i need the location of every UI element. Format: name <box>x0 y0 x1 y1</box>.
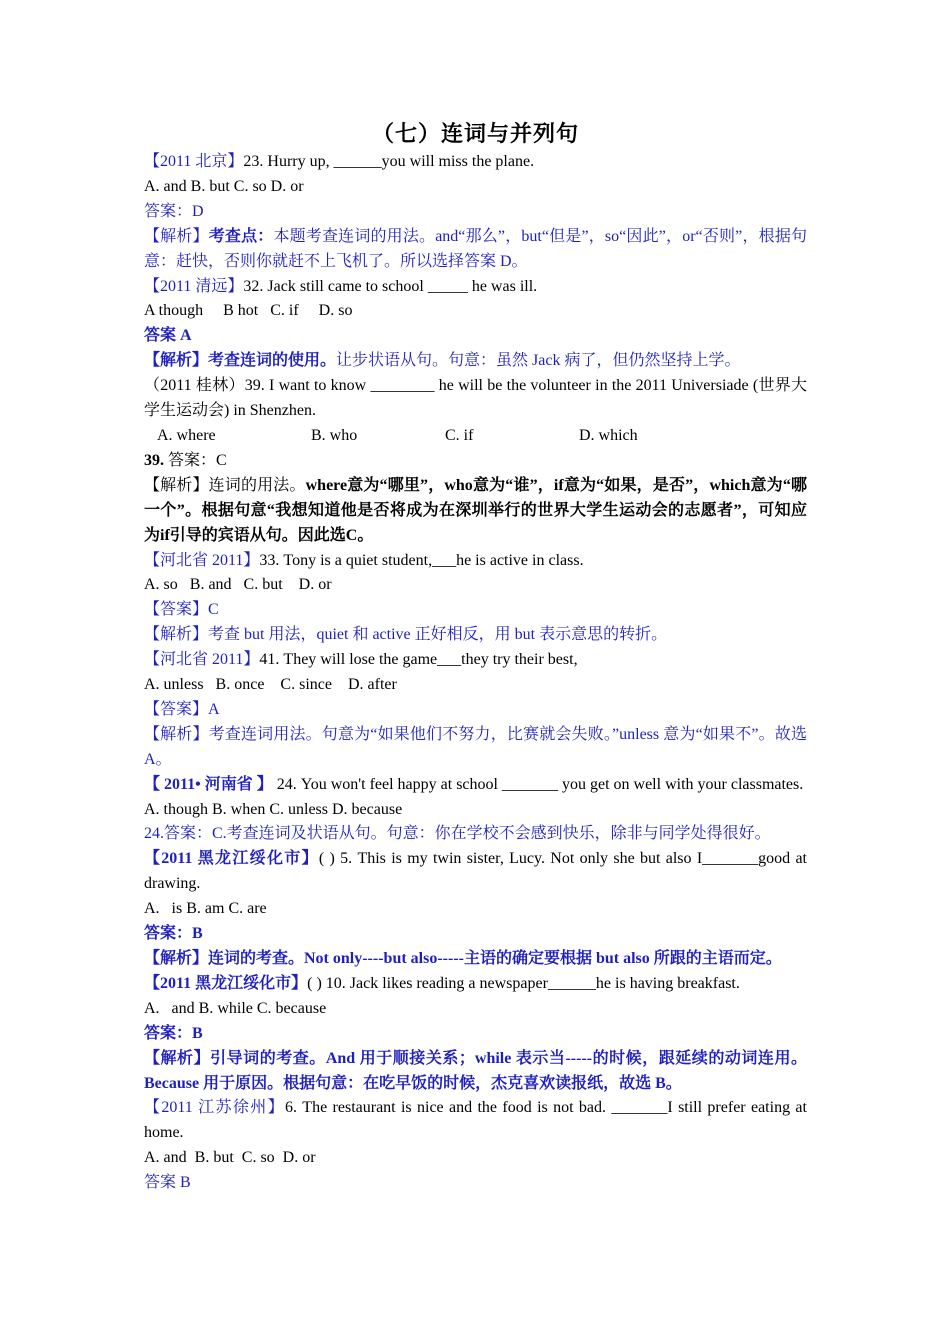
question-stem: 23. Hurry up, ______you will miss the plane. <box>243 153 535 170</box>
question-options: A. unless B. once C. since D. after <box>144 676 397 694</box>
source-tag: 【2011 黑龙江绥化市】 <box>144 974 308 992</box>
analysis-key: 考查点： <box>208 227 274 245</box>
answer-text: 答案：C <box>164 451 227 469</box>
question-2 <box>144 275 807 300</box>
analysis-block <box>144 349 807 374</box>
question-options: A. and B. but C. so D. or <box>144 1149 316 1167</box>
question-8 <box>144 972 807 997</box>
source-tag: 【河北省 2011】 <box>144 651 260 669</box>
answer-line <box>144 449 807 474</box>
page-title: （七）连词与并列句 <box>371 121 579 146</box>
source-tag: 【2011 北京】 <box>144 153 244 170</box>
analysis-text: 本题考查连词的用法。and“那么”，but“但是”，so“因此”，or“否则”，根据句意：赶快，否则你就赶不上飞机了。所以选择答案 D。 <box>144 227 807 270</box>
answer-line: 答案：B <box>144 1024 203 1042</box>
question-6 <box>144 773 807 798</box>
option-b: B. who <box>311 426 358 444</box>
analysis-text: where意为“哪里”，who意为“谁”，if意为“如果，是否”，which意为“哪一个”。根据句意“我想知道他是否将成为在深圳举行的世界大学生运动会的志愿者”，可知应为if引导的宾语从句。因此选C。 <box>144 476 807 544</box>
answer-number: 39. <box>144 451 164 469</box>
question-stem: ( ) 10. Jack likes reading a newspaper______he is having breakfast. <box>307 974 740 992</box>
question-1 <box>144 150 807 175</box>
question-options <box>144 424 807 449</box>
source-tag: 【河北省 2011】 <box>144 551 260 569</box>
analysis-tag: 【解析】 <box>144 476 209 494</box>
source-tag: 【2011 黑龙江绥化市】 <box>144 850 319 868</box>
analysis-key: 考查连词的使用。 <box>208 352 337 370</box>
analysis-block <box>144 474 807 549</box>
question-options: A. so B. and C. but D. or <box>144 576 332 594</box>
question-options: A. is B. am C. are <box>144 900 267 918</box>
answer-line: 答案：B <box>144 925 203 943</box>
source-tag: 【 2011• 河南省 】 <box>144 775 273 793</box>
document-page <box>144 118 807 1196</box>
question-5 <box>144 648 807 673</box>
option-d: D. which <box>579 426 638 444</box>
question-3 <box>144 374 807 424</box>
question-7 <box>144 847 807 897</box>
source-tag: （2011 桂林） <box>144 377 245 395</box>
analysis-text: 让步状语从句。句意：虽然 Jack 病了，但仍然坚持上学。 <box>336 352 741 370</box>
answer-line: 答案：D <box>144 202 204 220</box>
analysis-tag: 【解析】 <box>144 227 209 245</box>
question-stem: 41. They will lose the game___they try their best, <box>259 651 578 669</box>
analysis-block: 24.答案：C.考查连词及状语从句。句意：你在学校不会感到快乐，除非与同学处得很好。 <box>144 825 771 843</box>
question-stem: 6. The restaurant is nice and the food is not bad. _______I still prefer eating at home. <box>144 1099 807 1142</box>
question-stem: 33. Tony is a quiet student,___he is active in class. <box>259 551 584 569</box>
analysis-block: 【解析】考查连词用法。句意为“如果他们不努力，比赛就会失败。”unless 意为“如果不”。故选 A。 <box>144 725 807 768</box>
question-options: A. and B. but C. so D. or <box>144 177 304 195</box>
question-options: A though B hot C. if D. so <box>144 302 353 320</box>
question-stem: 24. You won't feel happy at school _______ you get on well with your classmates. <box>272 775 804 793</box>
question-4 <box>144 549 807 574</box>
question-stem: 32. Jack still came to school _____ he was ill. <box>243 277 538 295</box>
analysis-block: 【解析】连词的考查。Not only----but also-----主语的确定要根据 but also 所跟的主语而定。 <box>144 950 782 967</box>
answer-line: 答案 B <box>144 1174 191 1192</box>
option-a: A. where <box>157 426 216 444</box>
question-options: A. though B. when C. unless D. because <box>144 800 403 818</box>
analysis-block: 【解析】引导词的考查。And 用于顺接关系；while 表示当-----的时候，跟延续的动词连用。Because 用于原因。根据句意：在吃早饭的时候，杰克喜欢读报纸，故选 B。 <box>144 1049 807 1092</box>
answer-line: 【答案】A <box>144 700 220 718</box>
question-options: A. and B. while C. because <box>144 999 327 1017</box>
option-c: C. if <box>445 426 474 444</box>
question-stem: 39. I want to know ________ he will be the volunteer in the 2011 Universiade (世界大学生运动会) in Shenzhen. <box>144 377 807 420</box>
question-9 <box>144 1096 807 1146</box>
source-tag: 【2011 清远】 <box>144 277 244 295</box>
analysis-lead: 连词的用法。 <box>208 476 306 494</box>
answer-line: 答案 A <box>144 327 192 345</box>
analysis-tag: 【解析】 <box>144 352 209 370</box>
analysis-block <box>144 225 807 275</box>
analysis-block: 【解析】考查 but 用法，quiet 和 active 正好相反，用 but 表示意思的转折。 <box>144 626 668 644</box>
answer-line: 【答案】C <box>144 601 219 619</box>
source-tag: 【2011 江苏徐州】 <box>144 1099 285 1117</box>
question-stem: ( ) 5. This is my twin sister, Lucy. Not only she but also I_______good at drawing. <box>144 850 808 893</box>
